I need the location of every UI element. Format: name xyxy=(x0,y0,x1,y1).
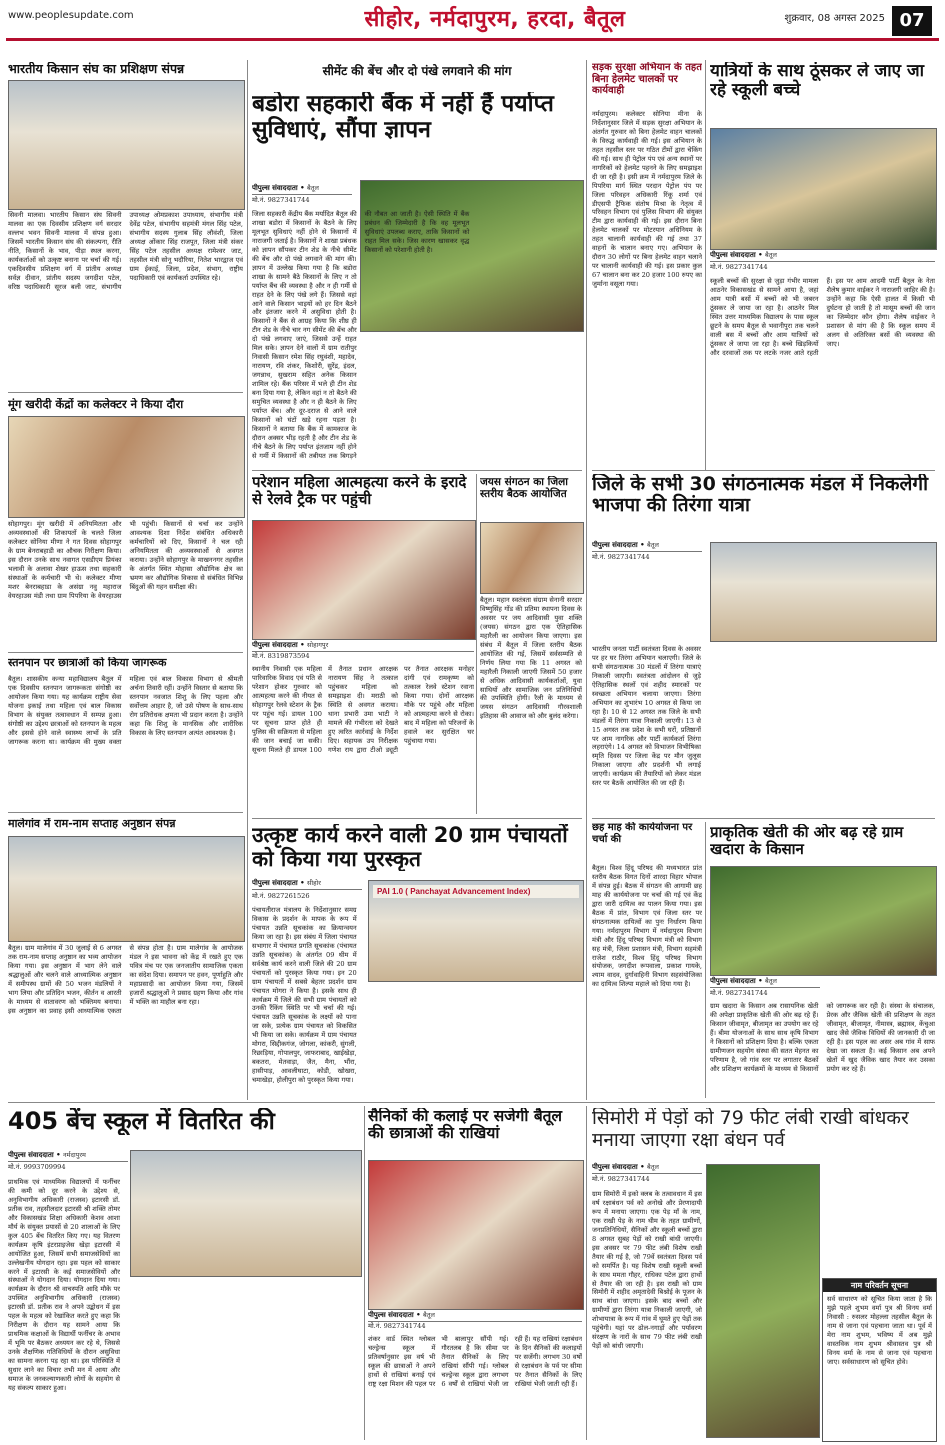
s15-photo xyxy=(368,1160,584,1310)
divider xyxy=(8,1102,935,1103)
s7-body-text: बैतूल। महान स्वतंत्रता संग्राम सेनानी सरदार विष्णुसिंह गोंड की प्रतिमा स्थापना दिवस के अवसर पर जय आदिवासी युवा शक्ति (जयस) संगठन द्वारा एक ऐतिहासिक महारैली का आयोजन किया जाएगा। इस संबंध में बैतूल में जिला स्तरीय बैठक आयोजित की गई, जिसमें सर्वसम्मति से निर्णय लिया गया कि 11 अगस्त को महारैली निकाली जाएगी जिसमें 50 हजार से अधिक आदिवासी कार्यकर्ताओं, युवा साथियों और सामाजिक जन प्रतिनिधियों की उपस्थिति होगी। रैली के माध्यम से जयस संगठन आदिवासी गौरवशाली इतिहास की आवाज को और बुलंद करेगा। xyxy=(480,596,582,721)
s5-kicker: सीमेंट की बेंच और दो पंखे लगवाने की मांग xyxy=(322,64,512,78)
s16-byline: पीपुल्स संवाददाता • बैतूल xyxy=(592,1162,702,1174)
s6-byline-place: सोहागपुर xyxy=(307,641,329,649)
s10-photo xyxy=(710,542,937,642)
s10-body-text: भारतीय जनता पार्टी स्वतंत्रता दिवस के अवसर पर हर घर तिरंगा अभियान चलाएगी। जिले के सभी संगठनात्मक 30 मंडलों में तिरंगा यात्राएं निकाली जाएगी। स्वतंत्रता आंदोलन से जुड़े ऐतिहासिक स्थलों एवं शहीद स्मारकों पर स्वच्छता अभियान चलाया जाएगा। तिरंगा अभियान का शुभारंभ 10 अगस्त से किया जा रहा है। 10 से 12 अगस्त तक जिले के सभी मंडलों में तिरंगा यात्रा निकाली जाएगी। 13 से 15 अगस्त तक प्रदेश के सभी घरों, प्रतिष्ठानों पर आम नागरिक और पार्टी कार्यकर्ता तिरंगा लहराएंगे। 14 अगस्त को विभाजन विभीषिका स्मृति दिवस पर जिला केंद्र पर मौन जुलूस निकाला जाएगा और प्रदर्शनी भी लगाई जाएगी। कार्यक्रम की तैयारियों को लेकर मंडल स्तर पर बैठकें आयोजित की जा रही हैं। xyxy=(592,645,701,788)
website-url[interactable]: www.peoplesupdate.com xyxy=(8,10,134,21)
s3-body xyxy=(8,675,243,805)
s10-phone: मो.नं. 9827341744 xyxy=(592,553,650,561)
s10-headline: जिले के सभी 30 संगठनात्मक मंडल में निकलेगी भाजपा की तिरंगा यात्रा xyxy=(592,474,929,517)
s12-body xyxy=(592,864,702,1098)
s1-body-text: सिवनी मालवा। भारतीय किसान संघ सिवनी मालवा का एक दिवसीय प्रशिक्षण वर्ग सरदार वल्लभ भवन सिवनी मालवा में संपन्न हुआ। जिसमें भारतीय किसान संघ की संकल्पना, रीति नीति, किसानों के भाव, पीड़ा स्थल करना, कार्यकर्ताओं को उत्कृष्ट बनाना पर चर्चा की गई। एकदिवसीय प्रशिक्षण वर्ग में प्रांतीय अध्यक्ष सर्वज्ञ दीवान, प्रांतीय सदस्य जगदीश पटेल, वरिष्ठ पदाधिकारी सूरज बली जाट, संभागीय उपाध्यक्ष ओमप्रकाश उपाध्याय, संभागीय मंत्री देवेंद्र पटेल, संभागीय सहमंत्री मंगल सिंह पटेल, संभागीय सदस्य गुलाब सिंह लौवंशी, जिला अध्यक्ष ओंकार सिंह राजपूत, जिला मंत्री संकर सिंह पटेल तहसील अध्यक्ष रामेश्वर जाट, तहसील मंत्री सोनू भदौरिया, नितेश भारद्वाज एवं ग्राम ईकाई, जिला, प्रदेश, संभाग, राष्ट्रीय पदाधिकारी एवं कार्यकर्ता उपस्थित रहे। xyxy=(8,211,243,291)
s10-byline-name: पीपुल्स संवाददाता xyxy=(592,541,638,549)
s4-body-text: बैतूल। ग्राम मालेगांव में 30 जुलाई से 6 अगस्त तक राम-नाम सप्ताह अनुष्ठान का भव्य आयोजन किया गया। इस अनुष्ठान में भाग लेने वाले श्रद्धालुओं और चलने वाले आध्यात्मिक अनुष्ठान में समीपस्थ ग्रामों की 50 भजन मंडलियों ने भाग लिया और प्रतिदिन भजन, कीर्तन व आरती के माध्यम से वातावरण को भक्तिमय बनाया। इस अनुष्ठान का प्रवाह इसी आध्यात्मिक एकता से संपन्न होता है। ग्राम मालेगांव के आयोजक मंडल ने इस भावना को केंद्र में रखते हुए एक पवित्र मंच पर एक जनजातीय सामाजिक एकता का संदेश दिया। समापन पर हवन, पूर्णाहुति और महाप्रसादी का आयोजन किया गया, जिसमें हजारों श्रद्धालुओं ने प्रसाद ग्रहण किया और गांव में भक्ति का माहौल बना रहा। xyxy=(8,944,243,1015)
s3-headline: स्तनपान पर छात्राओं को किया जागरूक xyxy=(8,657,167,669)
s11-byline-name: पीपुल्स संवाददाता xyxy=(252,879,298,887)
s7-body xyxy=(480,596,582,814)
s5-byline: पीपुल्स संवाददाता • बैतूल xyxy=(252,183,352,195)
s6-body-text: स्थानीय निवासी एक महिला पारिवारिक विवाद एवं पति से परेशान होकर गुरुवार को आत्महत्या करने की नीयत से सोहागपुर रेलवे स्टेशन के ट्रैक पर पहुंच गई। डायल 100 पर सूचना प्राप्त होते ही पुलिस की सक्रियता से महिला की जान बचाई जा सकी। सूचना मिलते ही डायल 100 में तैनात प्रधान आरक्षक नारायण सिंह ने तत्काल पहुंचकर महिला को समझाइश दी। मराठी को स्थिति से अवगत कराया। थाना प्रभारी उमा भाटी ने मामले की गंभीरता को देखते हुए त्वरित कार्रवाई के निर्देश दिए। सहायक उप निरीक्षक गणेश राय द्वारा टीओ ड्यूटी पर तैनात आरक्षक मनोहर दांगी एवं रामकृष्ण को तत्काल रेलवे स्टेशन रवाना किया गया। दोनों आरक्षक मौके पर पहुंचे और महिला को आत्महत्या करने से रोका। बाद में महिला को परिजनों के हवाले कर सुरक्षित घर पहुंचाया गया। xyxy=(252,665,474,754)
s9-byline-name: पीपुल्स संवाददाता xyxy=(710,251,756,259)
divider xyxy=(592,818,935,819)
s4-photo xyxy=(8,836,245,942)
divider xyxy=(252,818,582,819)
s11-body xyxy=(252,906,582,1098)
s15-headline: सैनिकों की कलाई पर सजेगी बैतूल की छात्राओं की राखियां xyxy=(368,1108,563,1143)
s9-byline: पीपुल्स संवाददाता • बैतूल xyxy=(710,250,935,262)
s6-photo xyxy=(252,520,476,640)
s2-headline: मूंग खरीदी केंद्रों का कलेक्टर ने किया दौरा xyxy=(8,398,184,411)
s12-body-text: बैतूल। विश्व हिंदू परिषद की मध्यभारत प्रांत स्तरीय बैठक विगत दिनों शारदा विहार भोपाल में संपन्न हुई। बैठक में संगठन की आगामी छह माह की कार्ययोजना पर चर्चा की गई एवं केंद्र द्वारा जारी दायित्व का पालन किया गया। इस बैठक में प्रांत, विभाग एवं जिला स्तर पर संगठनात्मक दायित्वों का पुनः निर्धारण किया गया। नर्मदापुरम विभाग में नर्मदापुरम विभाग मंत्री और हिंदू परिषद विभाग मंत्री को विभाग सह मंत्री, जिला प्रशासन मंत्री, विभाग सहमंत्री राजेश राठौर, विश्व हिंदू परिषद विभाग संयोजक, जगदीश रूपवाला, प्रकाश गायके, श्याम वादव, दुर्गावाहिनी विभाग सहसंयोजिका का दायित्व शिल्पा महाले को दिया गया है। xyxy=(592,864,702,989)
s13-body-text: ग्राम खदारा के किसान अब रासायनिक खेती की अपेक्षा प्राकृतिक खेती की ओर बढ़ रहे हैं। किसान जीवामृत, बीजामृत का उपयोग कर रहे हैं। बीमा योजनाओं के साथ साथ कृषि विभाग ने किसानों को प्रशिक्षण दिया है। बल्कि एकता ग्रामीणजन सहयोग संस्था की सतत मेहनत का परिणाम है, जो गांव स्तर पर लगातार बैठकों और प्रशिक्षण कार्यक्रमों के माध्यम से किसानों को जागरूक कर रही है। संस्था के संचालक, प्रेरक और जैविक खेती की प्रशिक्षण के तहत जीवामृत, बीजामृत, नीमास्त्र, ब्रह्मास्त्र, केंचुआ खाद जैसे जैविक विधियों की जानकारी दी जा रही है। इस पहल का असर अब गांव में साफ देखा जा सकता है। कई किसान अब अपने खेतों में खुद जैविक खाद तैयार कर उसका प्रयोग कर रहे हैं। xyxy=(710,1002,935,1073)
divider xyxy=(592,470,935,471)
s14-headline: 405 बेंच स्कूल में वितरित की xyxy=(8,1108,275,1135)
s1-body xyxy=(8,211,243,386)
name-change-notice xyxy=(822,1278,937,1442)
s9-photo xyxy=(710,128,937,250)
column-divider xyxy=(364,1106,365,1440)
s10-byline-place: बैतूल xyxy=(647,541,659,549)
s13-headline: प्राकृतिक खेती की ओर बढ़ रहे ग्राम खदारा के किसान xyxy=(710,824,904,858)
s5-body-text: जिला सहकारी केंद्रीय बैंक मर्यादित बैतूल की शाखा बडोरा में किसानों के बैठने के लिए मूलभूत सुविधाएं नहीं होने से किसानों में नाराजगी जताई है। किसानों ने शाखा प्रबंधक को ज्ञापन सौंपकर टीन शेड के नीचे सीमेंट की बेंच और दो पंखे लगवाने की मांग की। ज्ञापन में उल्लेख किया गया है कि बडोरा शाखा के सामने बैठे किसानों के लिए न तो पर्याप्त बैंच की व्यवस्था है और न ही गर्मी से राहत देने के लिए पंखे लगे हैं। जिससे वहां आने वाले किसान भाइयों को हर दिन बैठने और इंतजार करने में असुविधा होती है। किसानों ने बैंक से आग्रह किया कि शीघ्र ही टीन शेड के नीचे चार नग सीमेंट की बेंच और दो पंखे लगवाए जाएं, जिससे उन्हें राहत मिल सके। ज्ञापन देने वालों में ग्राम रातीपुर निवासी किसान रमेश सिंह रघुवंशी, महादेव, नारायण, रवि शंकर, किशोरी, सुरेंद्र, इंदल, जगन्नाथ, सुखराम सहित अनेक किसान शामिल रहे। बैंक परिसर में भले ही टीन शेड बना दिया गया है, लेकिन वहां न तो बैठने की समुचित व्यवस्था है और न ही बैठने के लिए पर्याप्त बेंच। और दूर-दराज से आने वाले किसानों को घंटों खड़े रहना पड़ता है। किसानों ने बताया कि बैंक में कामकाज के दौरान अक्सर भीड़ रहती है और टीन शेड के नीचे बैठने के लिए पर्याप्त इंतजाम नहीं होने से गर्मी में किसानों की तबीयत तक बिगड़ने की नौबत आ जाती है। ऐसी स्थिति में बैंक प्रबंधन की जिम्मेदारी है कि वह मूलभूत सुविधाएं उपलब्ध कराए, ताकि किसानों को राहत मिल सके। जिस कारण खासकर वृद्ध किसानों को परेशानी होती है। xyxy=(252,210,470,460)
s14-byline-name: पीपुल्स संवाददाता xyxy=(8,1151,54,1159)
s11-byline-place: सीहोर xyxy=(307,879,321,887)
s14-byline-place: नर्मदापुरम xyxy=(63,1151,86,1159)
s9-body xyxy=(710,277,935,467)
s7-photo xyxy=(480,522,584,594)
s10-byline: पीपुल्स संवाददाता • बैतूल xyxy=(592,540,702,552)
s15-body-text: शंकर वार्ड स्थित ग्लोबल चल्ड्रेन्स स्कूल में प्रतिवर्षानुसार इस वर्ष भी स्कूल की छात्राओं ने अपने हाथों से राखियां बनाई एवं राष्ट्र रक्षा मिशन की पहल पर भी बालापुर सौंपी गई। गौरतलब है कि सीमा पर तैनात सैनिकों के लिए राखियां सौंपी गई। ग्लोबल चल्ड्रेन्स स्कूल द्वारा लगभग 6 वर्षों से राखियां भेजी जा रही हैं। यह राखियां रक्षाबंधन के दिन सैनिकों की कलाइयों पर सजेंगी। लगभग 30 वर्षों से रक्षाबंधन के पर्व पर सीमा पर तैनात सैनिकों के लिए राखियां भेजी जाती रही हैं। xyxy=(368,1335,582,1388)
divider xyxy=(8,392,243,393)
column-divider xyxy=(247,60,248,1100)
s11-banner: PAI 1.0 ( Panchayat Advancement Index) xyxy=(373,885,579,898)
edition-title: सीहोर, नर्मदापुरम, हरदा, बैतूल xyxy=(364,7,626,32)
s5-byline-place: बैतूल xyxy=(307,184,319,192)
s1-photo xyxy=(8,80,245,210)
s16-body-col xyxy=(592,1190,702,1440)
s9-byline-place: बैतूल xyxy=(765,251,777,259)
column-divider xyxy=(476,474,477,814)
notice-title: नाम परिवर्तन सूचना xyxy=(823,1279,936,1292)
s15-phone: मो.नं. 9827341744 xyxy=(368,1322,426,1330)
s8-body xyxy=(592,110,702,468)
s16-byline-place: बैतूल xyxy=(647,1163,659,1171)
s6-phone: मो.नं. 8319873594 xyxy=(252,652,310,660)
s6-body xyxy=(252,665,474,813)
column-divider xyxy=(586,60,587,1100)
s4-headline: मालेगांव में राम-नाम सप्ताह अनुष्ठान संपन्न xyxy=(8,818,176,830)
s7-headline: जयस संगठन का जिला स्तरीय बैठक आयोजित xyxy=(480,476,569,501)
s16-byline-name: पीपुल्स संवाददाता xyxy=(592,1163,638,1171)
s8-kicker: सड़क सुरक्षा अभियान के तहत बिना हेलमेट चालकों पर कार्यवाही xyxy=(592,62,702,96)
s6-byline: पीपुल्स संवाददाता • सोहागपुर xyxy=(252,640,474,652)
s15-body xyxy=(368,1335,582,1441)
divider xyxy=(8,812,243,813)
s12-kicker: छह माह की कार्ययोजना पर चर्चा की xyxy=(592,822,693,845)
s9-phone: मो.नं. 9827341744 xyxy=(710,263,768,271)
s5-headline: बडोरा सहकारी बैंक में नहीं हैं पर्याप्त सुविधाएं, सौंपा ज्ञापन xyxy=(252,92,554,143)
column-divider xyxy=(705,822,706,1098)
column-divider xyxy=(705,60,706,470)
s16-body-text: ग्राम सिमोरी में इको क्लब के तत्वावधान में इस वर्ष रक्षाबंधन पर्व को अनोखे और प्रेरणादायी रूप में मनाया जाएगा। एक पेड़ माँ के नाम, एक राखी पेड़ के नाम थीम के तहत ग्रामीणों, जनप्रतिनिधियों, सैनिकों और स्कूली बच्चों द्वारा 8 अगस्त सुबह पेड़ों को राखी बांधी जाएगी। इस अवसर पर 79 फीट लंबी विशेष राखी तैयार की गई है, जो 79वें स्वतंत्रता दिवस पर्व को समर्पित है। यह विशेष राखी स्कूली बच्चों के साथ ममता गौहर, राधिका पटेल द्वारा हाथों से तैयार की जा रही है। इस राखी को ग्राम सिमोरी में शहीद अमृतादेवी बिश्नोई के पूजन के साथ बांधा जाएगा। इसके बाद बच्चों और ग्रामीणों द्वारा तिरंगा यात्रा निकाली जाएगी, जो शोभायात्रा के रूप में गांव में घूमते हुए पेड़ों तक पहुंचेगी। यहां पर ढोल-नगाड़ों और पर्यावरण संरक्षण के नारों के साथ 79 फीट लंबी राखी पेड़ों को बांधी जाएगी। xyxy=(592,1190,702,1351)
s5-body xyxy=(252,210,582,465)
s11-headline: उत्कृष्ट कार्य करने वाली 20 ग्राम पंचायतों को किया गया पुरस्कृत xyxy=(252,824,568,871)
divider xyxy=(8,652,243,653)
divider xyxy=(252,470,582,471)
s14-byline: पीपुल्स संवाददाता • नर्मदापुरम xyxy=(8,1150,128,1162)
notice-body: सर्व साधारण को सूचित किया जाता है कि मुझे पहले शुभम वर्मा पुत्र श्री विनय वर्मा निवासी : रुसलर मोहल्ला तहसील बैतूल के नाम से जाना एवं पहचाना जाता था। पूर्व में मेरा नाम शुभम, भविष्य में अब मुझे वास्तविक नाम शुभम श्रीवास्तव पुत्र श्री विनय वर्मा के नाम से जाना एवं पहचाना जाए। सर्वसाधारण को सूचित होवे। xyxy=(827,1295,932,1366)
s16-phone: मो.नं. 9827341744 xyxy=(592,1175,650,1183)
s13-phone: मो.नं. 9827341744 xyxy=(710,989,768,997)
issue-date: शुक्रवार, 08 अगस्त 2025 xyxy=(784,13,885,24)
s2-body-text: सोहागपुर। मूंग खरीदी में अनियमितता और अव्यवस्थाओं की शिकायतों के चलते जिला कलेक्टर सोनिया मीणा ने गत दिवस सोहागपुर के ग्राम बेनराबहाडी का औचक निरीक्षण किया। इस दौरान उनके साथ नवागत एसडीएम प्रियंका भलावी के अलावा शेखर हाऊस तथा सहकारी संस्थाओं के कर्मचारी भी थे। कलेक्टर मीणा मशर बेनराबहाडा के असंग्रा नवु महाराज वेयरहाउस मंडी तथा ग्राम पिपरिया के वेयरहाउस भी पहुंची। किसानों से चर्चा कर उन्होंने आवश्यक दिशा निर्देश संबंधित अधिकारी कर्मचारियों को दिए, किसानों ने चल रही अनियमितता की अव्यवस्थाओं से अवगत कराया। उन्होंने सोहागपुर के माखननगर तहसील के अंतर्गत स्थित मोहासा औद्योगिक क्षेत्र का भ्रमण कर औद्योगिक विकास से संबंधित विभिन्न बिंदुओं की गहन समीक्षा की। xyxy=(8,520,243,600)
s13-byline-name: पीपुल्स संवाददाता xyxy=(710,977,756,985)
s8-body-text: नर्मदापुरम। कलेक्टर सोनिया मीना के निर्देशानुसार जिले में सड़क सुरक्षा अभियान के अंतर्गत गुरुवार को बिना हेलमेट वाहन चालकों के विरुद्ध कार्यवाही की गई। इस अभियान के तहत तहसील स्तर पर गठित टीमों द्वारा चेकिंग की गई। साथ ही पेट्रोल पंप एवं अन्य स्थानों पर नागरिकों को हेलमेट पहनने के लिए समझाइश दी जा रही है। इसी क्रम में नर्मदापुरम जिले के पिपरिया मार्ग स्थित परदान पेट्रोल पंप पर जिला परिवहन अधिकारी रिंकू शर्मा एवं डीएसपी ट्रैफिक संतोष मिश्रा के नेतृत्व में परिवहन विभाग एवं पुलिस विभाग की संयुक्त टीम द्वारा कार्यवाही की गई। इस दौरान बिना हेलमेट चालकों पर मोटरयान अधिनियम के तहत चालानी कार्यवाही की गई तथा 37 वाहनों के चालान बनाए गए। अभियान के दौरान 30 लोगों पर बिना हेलमेट वाहन चलाने पर चालानी कार्यवाही की गई। इस प्रकार कुल 67 चालान बना कर 20 हजार 100 रुपए का जुर्माना वसूला गया। xyxy=(592,110,702,289)
s6-headline: परेशान महिला आत्महत्या करने के इरादे से रेलवे ट्रैक पर पहुंची xyxy=(252,474,467,508)
s13-byline-place: बैतूल xyxy=(765,977,777,985)
s14-body xyxy=(8,1178,360,1440)
s14-body-text: प्राथमिक एवं माध्यमिक विद्यालयों में फर्नीचर की कमी को दूर करने के उद्देश्य से, अनुविभागीय अधिकारी (राजस्व) इटारसी डॉ. प्रतीक राव, तहसीलदार इटारसी श्री शक्ति तोमर और विकासखंड शिक्षा अधिकारी केशव आशा मौर्य के संयुक्त प्रयासों से 20 शालाओं के लिए कुल 405 बेंच वितरित किए गए। यह वितरण कार्यक्रम कृषि इंटरप्राइजेस खेड़ा इटारसी में आयोजित हुआ, जिसमें सभी समाजसेवियों का उल्लेखनीय योगदान रहा। इस पहल को साकार करने में इटारसी के कई समाजसेवियों और संस्थाओं ने योगदान दिया। योगदान दिया गया। कार्यक्रम के दौरान श्री वाचस्पति आदि मौके पर उपस्थित अनुविभागीय अधिकारी (राजस्व) इटारसी डॉ. प्रतीक राव ने अपने उद्बोधन में इस पहल के महत्व को रेखांकित करते हुए कहा कि निरीक्षण के दौरान यह सामने आया कि प्राथमिक कक्षाओं के विद्यार्थी फर्नीचर के अभाव में भूमि पर बैठकर अध्ययन कर रहे थे, जिससे उनके शैक्षणिक गतिविधियों के दौरान असुविधा का सामना करना पड़ रहा था। इस परिस्थिति में सुधार लाने का विचार तभी मन में आया और समाज के जनकल्याणकारी लोगों के सहयोग से यह संकल्प साकार हुआ। xyxy=(8,1178,120,1392)
s2-body xyxy=(8,520,243,648)
s14-phone: मो.नं. 9993709994 xyxy=(8,1163,66,1171)
s16-headline: सिमोरी में पेड़ों को 79 फीट लंबी राखी बांधकर मनाया जाएगा रक्षा बंधन पर्व xyxy=(592,1108,909,1151)
page-number: 07 xyxy=(892,6,932,36)
s16-photo xyxy=(706,1164,820,1438)
s2-photo xyxy=(8,416,245,518)
column-divider xyxy=(586,1106,587,1440)
s15-byline-name: पीपुल्स संवाददाता xyxy=(368,1311,414,1319)
s10-body xyxy=(592,645,935,813)
s4-body xyxy=(8,944,243,1094)
s9-headline: यात्रियों के साथ ठूंसकर ले जाए जा रहे स्कूली बच्चे xyxy=(710,62,924,101)
s11-byline: पीपुल्स संवाददाता • सीहोर xyxy=(252,878,362,890)
s9-body-text: स्कूली बच्चों की सुरक्षा से जुड़ा गंभीर मामला आठनेर विकासखंड से सामने आया है, जहां आम यात्री बसों में बच्चों को भी जबरन ठूंसकर ले जाया जा रहा है। आठनेर मिल स्थित उत्तर माध्यमिक विद्यालय के पास स्कूल छूटने के समय बैतूल से भवानीपुरा तक चलने वाली बस में बच्चों और आम यात्रियों को ठूंसकर ले जाया जा रहा है। बच्चे खिड़कियों और दरवाजों तक पर लटके नजर आते रहती हैं। इस पर आम आदमी पार्टी बैतूल के नेता शैलेष कुमार वाईकर ने नाराजगी जाहिर की है। उन्होंने कहा कि ऐसी हालत में किसी भी दुर्घटना हो जाती है तो मासूम बच्चों की जान का जिम्मेदार कौन होगा। शैलेष वाईकर ने प्रशासन से मांग की है कि स्कूल समय में अलग से अतिरिक्त बसों की व्यवस्था की जाए। xyxy=(710,277,935,357)
s11-phone: मो.नं. 9827261526 xyxy=(252,892,310,900)
s11-body-text: पंचायतीराज मंत्रालय के निर्देशानुसार समग्र विकास के प्रदर्शन के मापक के रूप में पंचायत उन्नति सूचकांक का क्रियान्वयन किया जा रहा है। इस संबंध में जिला पंचायत सभागार में पंचायत प्रगति सूचकांक (पंचायत उन्नति सूचकांक) के अंतर्गत 09 थीम में सर्वश्रेष्ठ कार्य करने वाली जिले की 20 ग्राम पंचायतों को पुरस्कृत किया गया। इन 20 ग्राम पंचायतों में सबसे बेहतर प्रदर्शन ग्राम पंचायत मोगरा ने किया है। इसके साथ ही कार्यक्रम में जिले की सभी ग्राम पंचायतों को उनकी रैंकिंग स्थिति पर भी चर्चा की गई। पंचायत उन्नति सूचकांक के लक्ष्यों को पाना जा सके, प्रत्येक ग्राम पंचायत को विकसित भी किया जा सके। कार्यक्रम में ग्राम पंचायत मोगरा, सिद्दीकगंज, जोगला, कांकरी, सुंगली, रिछाड़िया, गोपालपुर, जाफराबाद, खाईखेड़ा, बकतरा, मेतवाड़ा, जैत, मैना, भौंरा, हासीपाड़, आवलीघाटा, कोडी, खोखरा, चमाखेड़ा, होलीपुरा को पुरस्कृत किया गया। xyxy=(252,906,357,1085)
s15-byline: पीपुल्स संवाददाता • बैतूल xyxy=(368,1310,582,1322)
s13-photo xyxy=(710,866,937,976)
s1-headline: भारतीय किसान संघ का प्रशिक्षण संपन्न xyxy=(8,62,185,76)
s13-byline: पीपुल्स संवाददाता • बैतूल xyxy=(710,976,820,988)
s15-byline-place: बैतूल xyxy=(423,1311,435,1319)
masthead-rule xyxy=(6,38,939,41)
s13-body xyxy=(710,1002,935,1098)
s6-byline-name: पीपुल्स संवाददाता xyxy=(252,641,298,649)
s5-phone: मो.नं. 9827341744 xyxy=(252,196,310,204)
s5-byline-name: पीपुल्स संवाददाता xyxy=(252,184,298,192)
s3-body-text: बैतूल। शासकीय कन्या महाविद्यालय बैतूल में एक दिवसीय स्तनपान जागरूकता संगोष्ठी का आयोजन किया गया। यह कार्यक्रम राष्ट्रीय सेवा योजना इकाई तथा महिला एवं बाल विकास विभाग के संयुक्त तत्वावधान में सम्पन्न हुआ। संगोष्ठी का उद्देश्य छात्राओं को स्तनपान के महत्व और इससे होने वाले स्वास्थ्य लाभों के प्रति जागरूक करना था। कार्यक्रम की मुख्य वक्ता महिला एवं बाल विकास विभाग से श्रीमती अर्चना तिवारी रहीं। उन्होंने विस्तार से बताया कि स्तनपान नवजात शिशु के लिए पहला और सर्वोत्तम आहार है, जो उसे पोषण के साथ-साथ रोग प्रतिरोधक क्षमता भी प्रदान करता है। उन्होंने कहा कि शिशु के मानसिक और शारीरिक विकास के लिए स्तनपान अत्यंत आवश्यक है। xyxy=(8,675,243,746)
